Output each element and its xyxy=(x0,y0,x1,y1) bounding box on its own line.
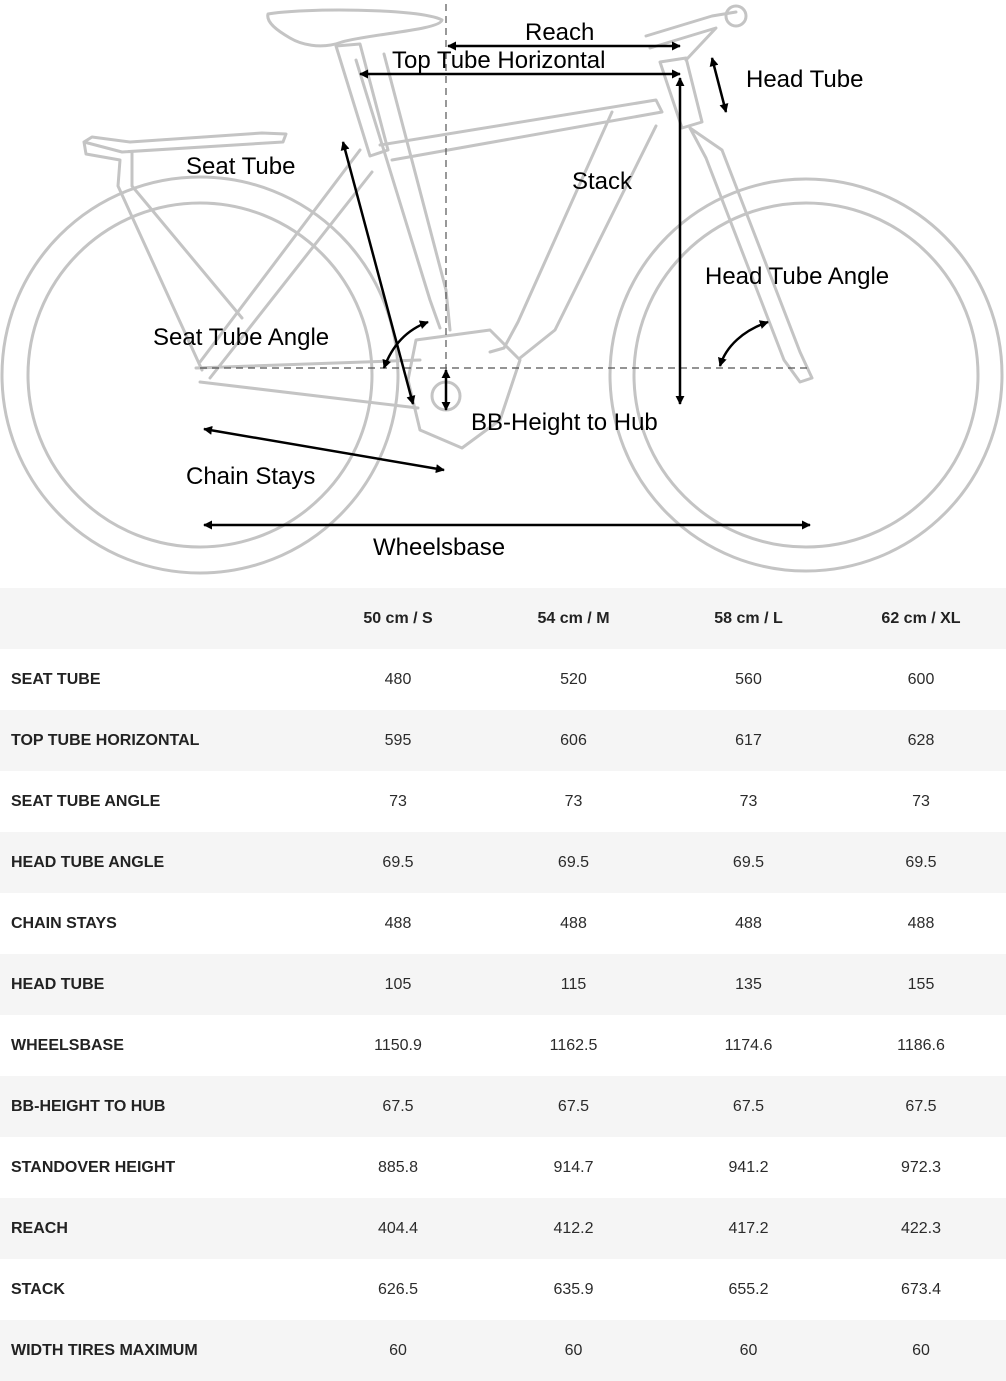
table-cell: 60 xyxy=(739,1341,758,1359)
table-row xyxy=(0,710,1006,771)
table-row xyxy=(0,1137,1006,1198)
table-cell: 67.5 xyxy=(732,1097,765,1115)
row-label: SEAT TUBE ANGLE xyxy=(11,792,161,810)
size-header: 50 cm / S xyxy=(363,609,433,627)
diagram-labels xyxy=(153,19,889,561)
table-cell: 617 xyxy=(735,731,762,749)
table-cell: 488 xyxy=(907,914,935,932)
table-cell: 67.5 xyxy=(382,1097,414,1115)
table-row xyxy=(0,832,1006,893)
stem-handlebar xyxy=(646,12,736,60)
front-tire-inner xyxy=(634,203,978,547)
table-cell: 69.5 xyxy=(732,853,765,871)
table-cell: 67.5 xyxy=(905,1097,937,1115)
handlebar-end xyxy=(726,6,746,26)
label-wheelsbase: Wheelsbase xyxy=(373,534,506,561)
row-label: HEAD TUBE xyxy=(11,975,105,993)
table-row xyxy=(0,1076,1006,1137)
rear-tire-outer xyxy=(2,177,398,573)
table-cell: 626.5 xyxy=(377,1280,419,1298)
header-empty-cell xyxy=(0,588,310,649)
table-cell: 73 xyxy=(912,792,930,810)
label-seat-tube: Seat Tube xyxy=(186,153,296,180)
chain-stays xyxy=(196,360,420,408)
row-label: WHEELSBASE xyxy=(11,1036,124,1054)
label-head-tube: Head Tube xyxy=(746,66,864,93)
seat-tube xyxy=(356,54,450,330)
table-cell: 480 xyxy=(384,670,412,688)
table-cell: 488 xyxy=(560,914,587,932)
row-label: TOP TUBE HORIZONTAL xyxy=(11,731,200,749)
table-cell: 404.4 xyxy=(377,1219,419,1237)
label-reach: Reach xyxy=(525,19,595,46)
size-header: 54 cm / M xyxy=(537,609,610,627)
table-row xyxy=(0,1320,1006,1381)
table-cell: 520 xyxy=(560,670,587,688)
row-label: STACK xyxy=(11,1280,65,1298)
front-tire-outer xyxy=(610,179,1002,571)
table-cell: 914.7 xyxy=(553,1158,594,1176)
table-cell: 635.9 xyxy=(553,1280,594,1298)
table-cell: 60 xyxy=(389,1341,407,1359)
table-cell: 606 xyxy=(560,731,587,749)
table-cell: 60 xyxy=(912,1341,930,1359)
table-cell: 69.5 xyxy=(905,853,937,871)
table-cell: 115 xyxy=(560,975,587,993)
table-cell: 105 xyxy=(384,975,412,993)
table-row xyxy=(0,1015,1006,1076)
size-header: 58 cm / L xyxy=(714,609,783,627)
table-cell: 73 xyxy=(564,792,583,810)
row-label: CHAIN STAYS xyxy=(11,914,117,932)
saddle xyxy=(268,10,442,46)
rear-tire-inner xyxy=(28,203,372,547)
table-cell: 600 xyxy=(907,670,935,688)
row-label: BB-HEIGHT TO HUB xyxy=(11,1097,166,1115)
head-tube-arrow xyxy=(712,58,726,112)
table-cell: 673.4 xyxy=(900,1280,942,1298)
table-body xyxy=(0,649,1006,1381)
table-cell: 655.2 xyxy=(728,1280,769,1298)
table-cell: 941.2 xyxy=(728,1158,769,1176)
bike-geometry-svg xyxy=(0,0,1006,588)
row-label: STANDOVER HEIGHT xyxy=(11,1158,176,1176)
table-row xyxy=(0,893,1006,954)
table-cell: 135 xyxy=(735,975,762,993)
table-cell: 60 xyxy=(564,1341,583,1359)
table-cell: 67.5 xyxy=(557,1097,590,1115)
head-tube-angle-arrow xyxy=(720,322,768,366)
down-tube xyxy=(490,112,656,358)
label-head-tube-angle: Head Tube Angle xyxy=(705,263,890,290)
table-cell: 1162.5 xyxy=(549,1036,598,1054)
seat-tube-arrow xyxy=(343,142,413,404)
table-cell: 885.8 xyxy=(377,1158,419,1176)
table-header-row xyxy=(0,588,1006,649)
label-chain-stays: Chain Stays xyxy=(186,463,316,490)
row-label: WIDTH TIRES MAXIMUM xyxy=(11,1341,198,1359)
geometry-table xyxy=(0,588,1006,1381)
table-cell: 417.2 xyxy=(728,1219,769,1237)
table-row xyxy=(0,649,1006,710)
table-cell: 73 xyxy=(389,792,407,810)
table-cell: 155 xyxy=(907,975,935,993)
table-row xyxy=(0,954,1006,1015)
row-label: SEAT TUBE xyxy=(11,670,101,688)
label-seat-tube-angle: Seat Tube Angle xyxy=(153,324,330,351)
table-cell: 972.3 xyxy=(900,1158,942,1176)
table-cell: 1186.6 xyxy=(897,1036,945,1054)
table-cell: 488 xyxy=(384,914,412,932)
table-cell: 1150.9 xyxy=(374,1036,422,1054)
table-cell: 412.2 xyxy=(553,1219,594,1237)
table-cell: 560 xyxy=(735,670,762,688)
label-bb-height-to-hub: BB-Height to Hub xyxy=(471,409,658,436)
table-row xyxy=(0,1198,1006,1259)
label-stack: Stack xyxy=(572,168,633,195)
fork xyxy=(690,128,812,382)
row-label: HEAD TUBE ANGLE xyxy=(11,853,165,871)
table-row xyxy=(0,771,1006,832)
label-top-tube-horizontal: Top Tube Horizontal xyxy=(392,47,606,74)
table-cell: 1174.6 xyxy=(724,1036,773,1054)
table-cell: 69.5 xyxy=(382,853,414,871)
table-cell: 422.3 xyxy=(900,1219,942,1237)
bike-geometry-diagram xyxy=(0,0,1006,588)
top-tube xyxy=(380,100,662,160)
table-row xyxy=(0,1259,1006,1320)
row-label: REACH xyxy=(11,1219,68,1237)
table-cell: 595 xyxy=(384,731,412,749)
table-cell: 628 xyxy=(907,731,935,749)
table-cell: 73 xyxy=(739,792,758,810)
table-cell: 488 xyxy=(735,914,762,932)
table-cell: 69.5 xyxy=(557,853,590,871)
size-header: 62 cm / XL xyxy=(881,609,961,627)
